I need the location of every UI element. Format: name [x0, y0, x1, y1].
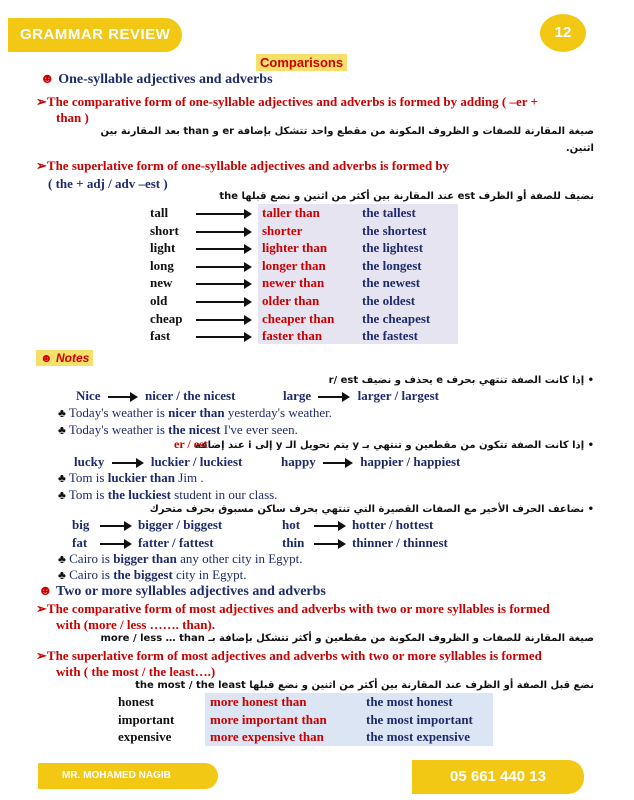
table-row [150, 240, 470, 258]
base-word: old [150, 292, 168, 308]
note1-arabic: • إذا كانت الصفة تنتهي بحرف e يحذف و نضيف r/ est [328, 375, 594, 386]
note2-arabic: • إذا كانت الصفة تتكون من مقطعين و تنتهي بـ y يتم تحويل الـ y إلى i عند إضافة [195, 440, 594, 451]
comparative-form: newer than [262, 275, 325, 291]
footer-author-banner [38, 763, 218, 789]
rule2-comparative-cont: with (more / less ……. than). [56, 617, 216, 632]
arabic-comparative-cont: اثنين. [565, 143, 594, 154]
notes-heading: ☻ Notes [36, 350, 93, 366]
arrow-icon [196, 231, 250, 233]
note1-example-right: large larger / largest [283, 388, 439, 403]
table-row [118, 729, 498, 747]
superlative-form: the tallest [362, 205, 416, 220]
note2-sentence1: ♣ Tom is luckier than Jim . [58, 470, 204, 485]
example-row [72, 517, 492, 535]
base-word: long [150, 257, 174, 273]
comparative-form: taller than [262, 205, 320, 220]
note1-example-left: Nice nicer / the nicest [76, 388, 236, 403]
rule-comparative-cont: than ) [56, 110, 89, 125]
footer-phone: 05 661 440 13 [450, 768, 546, 785]
header-title: GRAMMAR REVIEW [20, 26, 171, 43]
club-icon: ♣ [58, 568, 66, 582]
table-row [118, 712, 498, 730]
arrow-bullet-icon: ➢ [36, 601, 47, 616]
rule2-comparative: ➢The comparative form of most adjectives and adverbs with two or more syllables is formed [36, 601, 550, 616]
example-row [72, 535, 492, 553]
superlative-form: the most important [366, 711, 473, 727]
bullet-icon: ☻ [40, 351, 53, 365]
arrow-icon [196, 266, 250, 268]
comparative-form: more expensive than [210, 729, 324, 745]
arrow-bullet-icon: ➢ [36, 94, 47, 109]
table-row [118, 694, 498, 712]
arrow-icon [314, 525, 344, 527]
two-syllable-table [118, 694, 498, 747]
header-banner [8, 18, 182, 52]
forms: thinner / thinnest [352, 534, 448, 550]
note2-sentence2: ♣ Tom is the luckiest student in our class. [58, 487, 278, 502]
base-word: important [118, 711, 175, 727]
comparative-form: cheaper than [262, 310, 335, 326]
comparative-form: longer than [262, 257, 326, 273]
club-icon: ♣ [58, 423, 66, 437]
arabic-superlative: نضيف للصفة أو الظرف est عند المقارنة بين أكثر من اثنين و نضع قبلها the [219, 191, 594, 202]
table-row [150, 223, 470, 241]
table-row [150, 205, 470, 223]
superlative-form: the most honest [366, 694, 453, 709]
arrow-icon [100, 543, 130, 545]
arrow-icon [196, 336, 250, 338]
comparative-form: more important than [210, 711, 327, 727]
base-word: fat [72, 534, 88, 550]
footer-author: MR. MOHAMED NAGIB [62, 770, 171, 781]
base-word: expensive [118, 729, 172, 745]
arrow-icon [196, 301, 250, 303]
arrow-bullet-icon: ➢ [36, 158, 47, 173]
arrow-icon [196, 319, 250, 321]
comparative-form: older than [262, 292, 320, 308]
base-word: cheap [150, 310, 183, 326]
comparative-form: more honest than [210, 694, 307, 709]
forms: fatter / fattest [138, 534, 214, 550]
one-syllable-table [150, 205, 470, 346]
arabic2-superlative: نضع قبل الصفة أو الظرف عند المقارنة بين أكثر من اثنين و نضع قبلها the most / the least [135, 680, 594, 691]
base-word: new [150, 275, 173, 291]
note2-suffix: er / est [174, 437, 208, 451]
table-row [150, 275, 470, 293]
superlative-form: the oldest [362, 292, 416, 308]
arabic2-comparative: صيغة المقارنة للصفات و الظروف المكونة من مقطعين و أكثر تتشكل بإضافة بـ more / less … than [100, 633, 594, 644]
forms: hotter / hottest [352, 517, 434, 532]
base-word: big [72, 517, 90, 532]
arrow-icon [323, 462, 351, 464]
superlative-form: the lightest [362, 240, 424, 256]
page-number: 12 [540, 14, 586, 52]
base-word: thin [282, 534, 305, 550]
rule2-superlative: ➢The superlative form of most adjectives and adverbs with two or more syllables is formed [36, 648, 542, 663]
rule-comparative: ➢The comparative form of one-syllable adjectives and adverbs is formed by adding ( –er + [36, 94, 538, 109]
note3-sentence2: ♣ Cairo is the biggest city in Egypt. [58, 567, 247, 582]
superlative-form: the most expensive [366, 729, 470, 745]
note3-sentence1: ♣ Cairo is bigger than any other city in Egypt. [58, 551, 303, 566]
base-word: light [150, 240, 176, 256]
superlative-form: the longest [362, 257, 422, 273]
section-title: Comparisons [256, 54, 347, 71]
club-icon: ♣ [58, 488, 66, 502]
superlative-form: the newest [362, 275, 421, 291]
rule-superlative: ➢The superlative form of one-syllable adjectives and adverbs is formed by [36, 158, 450, 173]
arrow-icon [108, 396, 136, 398]
base-word: fast [150, 328, 171, 344]
footer-phone-banner [412, 760, 584, 794]
comparative-form: lighter than [262, 240, 328, 256]
base-word: hot [282, 517, 301, 532]
superlative-form: the cheapest [362, 310, 431, 326]
bullet-icon: ☻ [38, 584, 53, 599]
bullet-icon: ☻ [40, 72, 55, 87]
club-icon: ♣ [58, 471, 66, 485]
arrow-icon [100, 525, 130, 527]
club-icon: ♣ [58, 552, 66, 566]
note1-sentence1: ♣ Today's weather is nicer than yesterday's weather. [58, 405, 333, 420]
arrow-icon [196, 283, 250, 285]
superlative-form: the shortest [362, 222, 427, 238]
rule-superlative-cont: ( the + adj / adv –est ) [48, 176, 168, 191]
forms: bigger / biggest [138, 517, 223, 532]
note1-sentence2: ♣ Today's weather is the nicest I've ever seen. [58, 422, 298, 437]
comparative-form: faster than [262, 328, 323, 344]
heading-one-syllable [40, 72, 273, 88]
base-word: honest [118, 694, 155, 709]
table-row [150, 293, 470, 311]
table-row [150, 328, 470, 346]
club-icon: ♣ [58, 406, 66, 420]
superlative-form: the fastest [362, 328, 418, 344]
base-word: short [150, 222, 179, 238]
arrow-icon [112, 462, 142, 464]
rule2-superlative-cont: with ( the most / the least….) [56, 664, 216, 679]
arrow-bullet-icon: ➢ [36, 648, 47, 663]
base-word: tall [150, 205, 169, 220]
table-row [150, 258, 470, 276]
note3-arabic: • نضاعف الحرف الأخير مع الصفات القصيرة التي تنتهي بحرف ساكن مسبوق بحرف متحرك [149, 504, 594, 515]
arrow-icon [318, 396, 348, 398]
arrow-icon [314, 543, 344, 545]
note3-examples [72, 517, 492, 552]
table-row [150, 311, 470, 329]
heading-text: One-syllable adjectives and adverbs [58, 72, 273, 87]
arrow-icon [196, 248, 250, 250]
comparative-form: shorter [262, 222, 303, 238]
arabic-comparative: صيغة المقارنة للصفات و الظروف المكونة من مقطع واحد تتشكل بإضافة er و than بعد المقارنة بين [100, 126, 594, 137]
arrow-icon [196, 213, 250, 215]
heading-two-syllable: ☻ Two or more syllables adjectives and adverbs [38, 584, 326, 599]
note2-example-left: lucky luckier / luckiest [74, 454, 243, 469]
note2-example-right: happy happier / happiest [281, 454, 461, 469]
